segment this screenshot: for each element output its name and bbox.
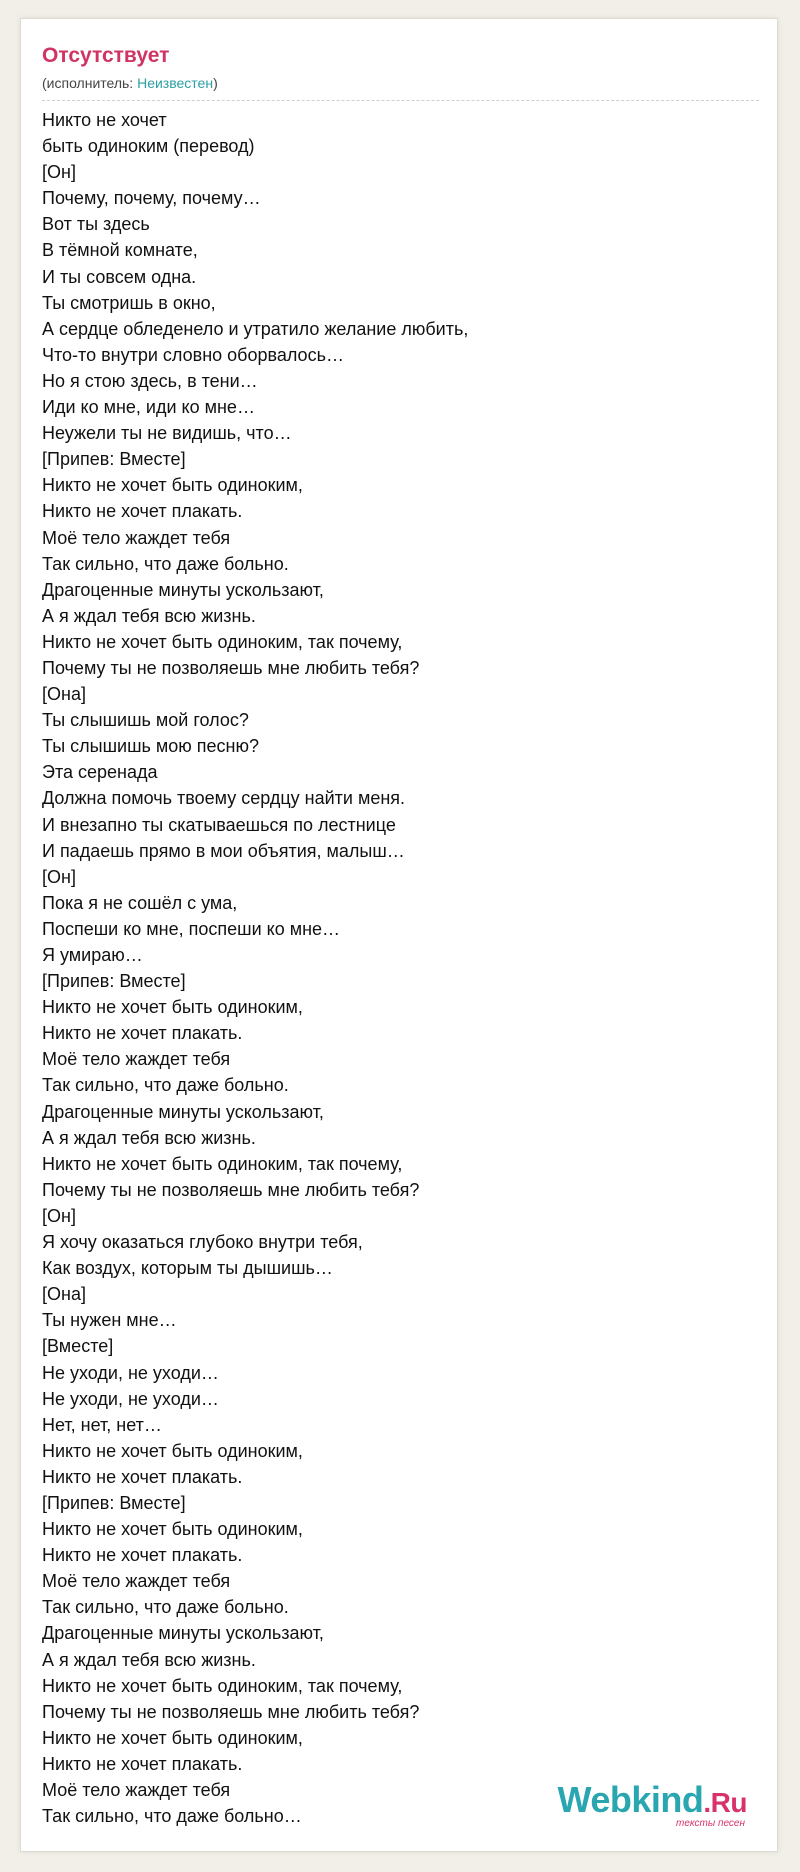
lyric-line: Моё тело жаждет тебя [42, 527, 231, 548]
lyric-line: Никто не хочет быть одиноким, [42, 1727, 303, 1748]
logo-wordmark [557, 1779, 747, 1821]
artist-link[interactable]: Неизвестен [137, 75, 214, 91]
lyric-line: Иди ко мне, иди ко мне… [42, 397, 255, 418]
artist-prefix: (исполнитель: [42, 75, 138, 91]
lyric-line: Никто не хочет быть одиноким, так почему, [42, 631, 403, 652]
logo-tld: .Ru [703, 1787, 747, 1818]
lyric-line: Почему, почему, почему… [42, 188, 261, 209]
lyric-line: Должна помочь твоему сердцу найти меня. [42, 788, 406, 809]
lyric-line: Никто не хочет быть одиноким, [42, 1440, 303, 1461]
lyric-line: Ты слышишь мой голос? [42, 710, 249, 731]
lyric-line: Никто не хочет быть одиноким, [42, 475, 303, 496]
lyric-line: Никто не хочет быть одиноким, так почему, [42, 1675, 403, 1696]
lyric-line: А я ждал тебя всю жизнь. [42, 1127, 256, 1148]
lyric-line: [Припев: Вместе] [42, 1492, 186, 1513]
lyric-line: Драгоценные минуты ускользают, [42, 579, 324, 600]
lyric-line: [Припев: Вместе] [42, 449, 186, 470]
lyric-line: [Он] [42, 866, 76, 887]
lyric-line: Как воздух, которым ты дышишь… [42, 1258, 333, 1279]
lyric-line: Эта серенада [42, 762, 158, 783]
site-logo[interactable] [557, 1779, 747, 1829]
lyric-line: Никто не хочет плакать. [42, 1753, 243, 1774]
lyric-line: Так сильно, что даже больно… [42, 1806, 302, 1827]
lyric-line: [Он] [42, 1205, 76, 1226]
lyric-line: Ты смотришь в окно, [42, 292, 216, 313]
lyric-line: Драгоценные минуты ускользают, [42, 1623, 324, 1644]
logo-brand: Webkind [557, 1779, 704, 1820]
lyric-line: Никто не хочет быть одиноким, так почему, [42, 1153, 403, 1174]
lyric-line: Почему ты не позволяешь мне любить тебя? [42, 1179, 420, 1200]
lyric-line: Так сильно, что даже больно. [42, 1597, 289, 1618]
lyric-line: А я ждал тебя всю жизнь. [42, 1649, 256, 1670]
lyric-line: [Вместе] [42, 1336, 114, 1357]
lyric-line: Неужели ты не видишь, что… [42, 423, 292, 444]
lyric-line: Ты слышишь мою песню? [42, 736, 259, 757]
lyric-line: Никто не хочет плакать. [42, 501, 243, 522]
artist-suffix: ) [213, 75, 218, 91]
lyric-line: [Припев: Вместе] [42, 971, 186, 992]
lyric-line: Никто не хочет плакать. [42, 1466, 243, 1487]
lyric-line: быть одиноким (перевод) [42, 136, 255, 157]
lyric-line: Никто не хочет плакать. [42, 1023, 243, 1044]
lyric-line: Так сильно, что даже больно. [42, 553, 289, 574]
lyric-line: И падаешь прямо в мои объятия, малыш… [42, 840, 405, 861]
lyric-line: Никто не хочет плакать. [42, 1545, 243, 1566]
lyric-line: Пока я не сошёл с ума, [42, 892, 238, 913]
lyric-line: Никто не хочет [42, 110, 167, 130]
lyric-line: Я умираю… [42, 945, 143, 965]
lyric-line: Я хочу оказаться глубоко внутри тебя, [42, 1232, 363, 1253]
lyric-line: Драгоценные минуты ускользают, [42, 1101, 324, 1122]
lyric-line: Не уходи, не уходи… [42, 1362, 219, 1383]
lyric-line: И ты совсем одна. [42, 266, 197, 287]
song-header [42, 43, 759, 101]
lyric-line: [Он] [42, 162, 76, 183]
lyric-line: Вот ты здесь [42, 214, 150, 235]
lyric-line: Но я стою здесь, в тени… [42, 370, 258, 391]
lyric-line: Моё тело жаждет тебя [42, 1049, 231, 1070]
artist-line [42, 74, 759, 92]
lyric-line: Никто не хочет быть одиноким, [42, 997, 303, 1018]
lyric-line: Ты нужен мне… [42, 1310, 177, 1331]
lyric-line: Почему ты не позволяешь мне любить тебя? [42, 657, 420, 678]
lyric-line: Поспеши ко мне, поспеши ко мне… [42, 918, 341, 939]
lyric-line: Почему ты не позволяешь мне любить тебя? [42, 1701, 420, 1722]
lyric-line: Моё тело жаждет тебя [42, 1780, 231, 1800]
lyric-line: [Она] [42, 684, 86, 705]
lyric-line: Никто не хочет быть одиноким, [42, 1519, 303, 1540]
lyric-line: Не уходи, не уходи… [42, 1388, 219, 1409]
lyrics-text [42, 107, 759, 1829]
logo-tagline: тексты песен [676, 1818, 745, 1829]
lyric-line: [Она] [42, 1284, 86, 1305]
lyric-line: Что-то внутри словно оборвалось… [42, 344, 344, 365]
lyric-line: Нет, нет, нет… [42, 1414, 162, 1435]
lyric-line: А я ждал тебя всю жизнь. [42, 605, 256, 626]
lyric-line: Так сильно, что даже больно. [42, 1075, 289, 1096]
lyrics-card [20, 18, 778, 1852]
song-title: Отсутствует [42, 44, 170, 67]
lyric-line: Моё тело жаждет тебя [42, 1571, 231, 1592]
lyric-line: И внезапно ты скатываешься по лестнице [42, 814, 396, 835]
lyric-line: А сердце обледенело и утратило желание любить, [42, 318, 469, 339]
lyric-line: В тёмной комнате, [42, 240, 198, 261]
